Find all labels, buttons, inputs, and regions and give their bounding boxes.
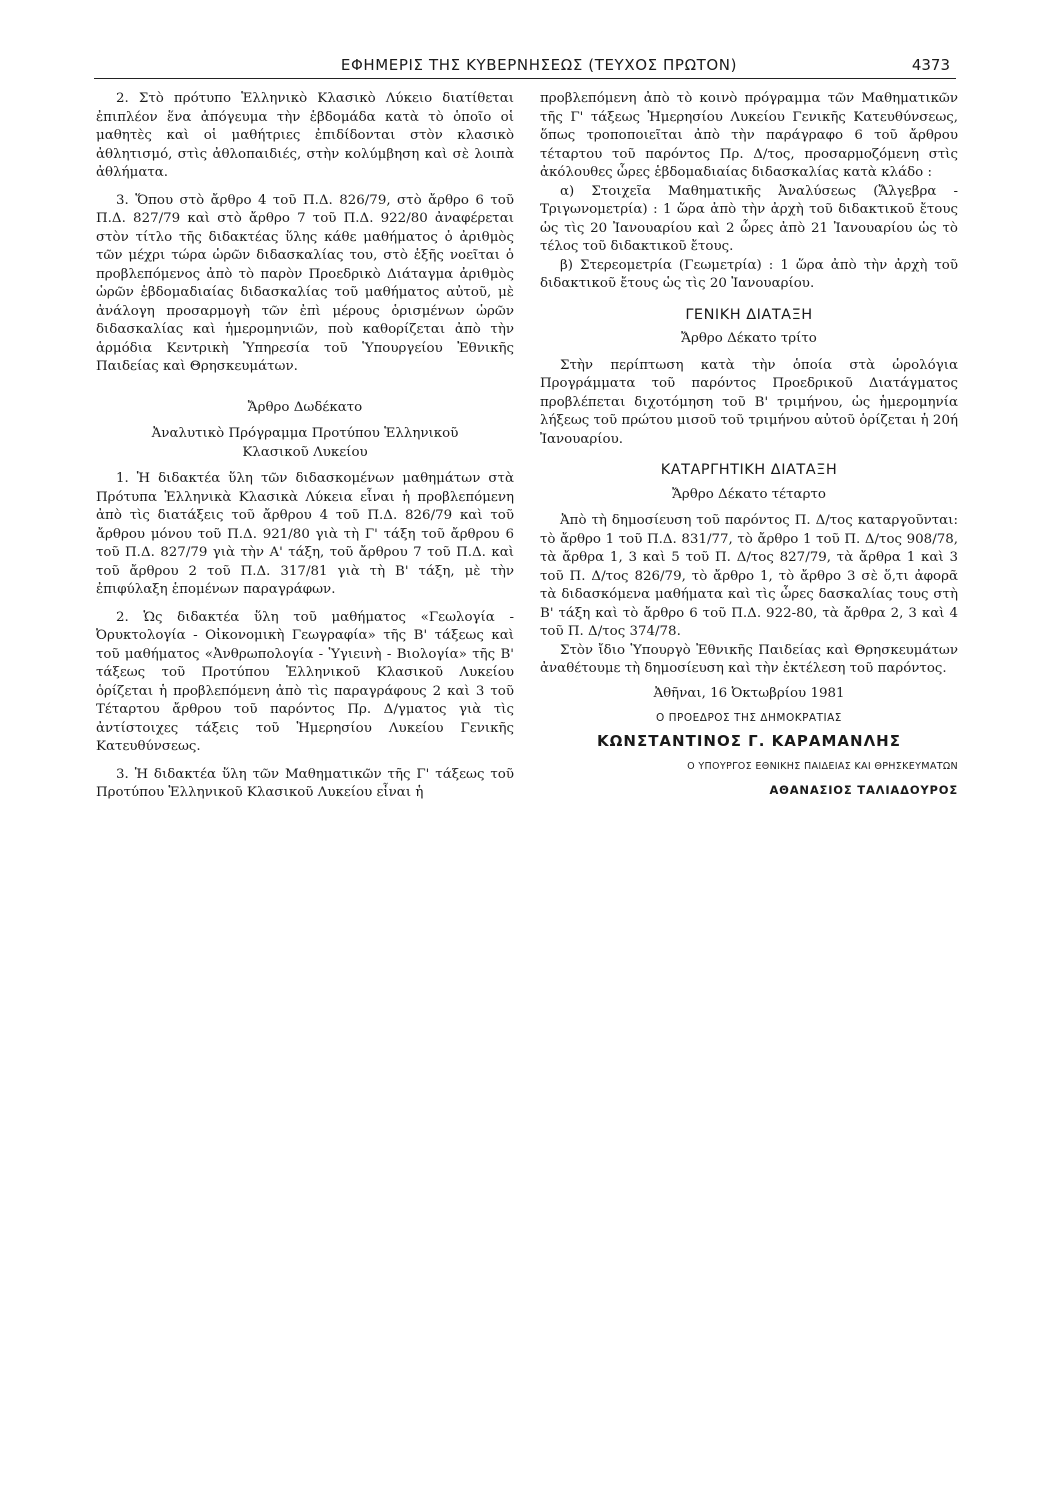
page-header [94,52,956,79]
gazette-title: ΕΦΗΜΕΡΙΣ ΤΗΣ ΚΥΒΕΡΝΗΣΕΩΣ (ΤΕΥΧΟΣ ΠΡΩΤΟΝ) [340,56,738,74]
minister-title: Ο ΥΠΟΥΡΓΟΣ ΕΘΝΙΚΗΣ ΠΑΙΔΕΙΑΣ ΚΑΙ ΘΡΗΣΚΕΥΜΑΤΩΝ [687,761,958,772]
president-name: ΚΩΝΣΤΑΝΤΙΝΟΣ Γ. ΚΑΡΑΜΑΝΛΗΣ [597,731,901,750]
article-12-title-line-2: Κλασικοῦ Λυκείου [242,444,368,460]
continued-paragraph: προβλεπόμενη ἀπὸ τὸ κοινὸ πρόγραμμα τῶν Μαθηματικῶν τῆς Γ' τάξεως Ἡμερησίου Λυκείου Γενικῆς Κατευθύνσεως, ὅπως τροποποιεῖται ἀπὸ τὴν παράγραφο 6 τοῦ ἄρθρου τέταρτου τοῦ παρόντος Πρ. Δ/τος, προσαρμοζόμενη στὶς ἀκόλουθες ὧρες ἑβδομαδιαίας διδασκαλίας κατὰ κλάδο : [540,91,958,180]
president-title: Ο ΠΡΟΕΔΡΟΣ ΤΗΣ ΔΗΜΟΚΡΑΤΙΑΣ [656,712,842,724]
article-12-title-line-1: Ἀναλυτικὸ Πρόγραμμα Προτύπου Ἑλληνικοῦ [151,426,459,441]
general-provision-heading: ΓΕΝΙΚΗ ΔΙΑΤΑΞΗ [685,306,813,323]
paragraph-3: 3. Ὅπου στὸ ἄρθρο 4 τοῦ Π.Δ. 826/79, στὸ ἄρθρο 6 τοῦ Π.Δ. 827/79 καὶ στὸ ἄρθρο 7 τοῦ Π.Δ. 922/80 ἀναφέρεται στὸν τίτλο τῆς διδακτέας ὕλης κάθε μαθήματος ὁ ἀριθμὸς τῶν μέχρι τώρα ὡρῶν διδασκαλίας του, στὸ ἑξῆς νοεῖται ὁ προβλεπόμενος ἀπὸ τὸ παρὸν Προεδρικὸ Διάταγμα ἀριθμὸς ὡρῶν ἑβδομαδιαίας διδασκαλίας τοῦ μαθήματος αὐτοῦ, μὲ ἀνάλογη προσαρμογὴ τῶν ἐπὶ μέρους ὁρισμένων ὡρῶν διδασκαλίας καὶ ἡμερομηνιῶν, ποὺ καθορίζεται ἀπὸ τὴν ἁρμόδια Κεντρικὴ Ὑπηρεσία τοῦ Ὑπουργείου Ἐθνικῆς Παιδείας καὶ Θρησκευμάτων. [96,192,514,374]
right-column [540,90,958,799]
article-12-paragraph-1: 1. Ἡ διδακτέα ὕλη τῶν διδασκομένων μαθημάτων στὰ Πρότυπα Ἑλληνικὰ Κλασικὰ Λύκεια εἶναι ἡ προβλεπόμενη ἀπὸ τὶς διατάξεις τοῦ ἄρθρου 4 τοῦ Π.Δ. 826/79 καὶ τοῦ ἄρθρου μόνου τοῦ Π.Δ. 921/80 γιὰ τὴ Γ' τάξη τοῦ ἄρθρου 6 τοῦ Π.Δ. 827/79 γιὰ τὴν Α' τάξη, τοῦ ἄρθρου 7 τοῦ Π.Δ. καὶ τοῦ ἄρθρου 2 τοῦ Π.Δ. 317/81 γιὰ τὴ Β' τάξη, μὲ τὴν ἐπιφύλαξη ἑπομένων παραγράφων. [96,471,514,597]
article-13-heading: Ἄρθρο Δέκατο τρίτο [681,331,817,346]
article-12-heading: Ἄρθρο Δωδέκατο [247,399,363,415]
repeal-provision-heading: ΚΑΤΑΡΓΗΤΙΚΗ ΔΙΑΤΑΞΗ [660,462,838,478]
page-number: 4373 [911,56,950,74]
article-12-paragraph-2: 2. Ὡς διδακτέα ὕλη τοῦ μαθήματος «Γεωλογία - Ὀρυκτολογία - Οἰκονομικὴ Γεωγραφία» τῆς Β' τάξεως καὶ τοῦ μαθήματος «Ἀνθρωπολογία - Ὑγιεινὴ - Βιολογία» τῆς Β' τάξεως τοῦ Προτύπου Ἑλληνικοῦ Κλασικοῦ Λυκείου ὁρίζεται ἡ προβλεπόμενη ἀπὸ τὶς παραγράφους 2 καὶ 3 τοῦ Τέταρτου ἄρθρου τοῦ παρόντος Πρ. Δ/γματος γιὰ τὶς ἀντίστοιχες τάξεις τοῦ Ἡμερησίου Λυκείου Γενικῆς Κατευθύνσεως. [96,609,514,754]
article-12-paragraph-3: 3. Ἡ διδακτέα ὕλη τῶν Μαθηματικῶν τῆς Γ' τάξεως τοῦ Προτύπου Ἑλληνικοῦ Κλασικοῦ Λυκείου εἶναι ἡ [96,766,514,800]
minister-name: ΑΘΑΝΑΣΙΟΣ ΤΑΛΙΑΔΟΥΡΟΣ [769,782,958,797]
left-column [96,90,514,803]
item-beta: β) Στερεομετρία (Γεωμετρία) : 1 ὥρα ἀπὸ τὴν ἀρχὴ τοῦ διδακτικοῦ ἔτους ὡς τὶς 20 Ἰανουαρίου. [540,257,958,291]
article-13-text: Στὴν περίπτωση κατὰ τὴν ὁποία στὰ ὡρολόγια Προγράμματα τοῦ παρόντος Προεδρικοῦ Διατάγματος προβλέπεται διχοτόμηση τοῦ Β' τριμήνου, ὡς ἡμερομηνία λήξεως τοῦ πρώτου μισοῦ τοῦ τριμήνου αὐτοῦ ὁρίζεται ἡ 20ή Ἰανουαρίου. [540,357,958,447]
article-14-heading: Ἄρθρο Δέκατο τέταρτο [672,486,826,502]
paragraph-2: 2. Στὸ πρότυπο Ἑλληνικὸ Κλασικὸ Λύκειο διατίθεται ἐπιπλέον ἕνα ἀπόγευμα τὴν ἑβδομάδα κατὰ τὸ ὁποῖο οἱ μαθητὲς καὶ οἱ μαθήτριες ἐπιδίδονται στὸν κλασικὸ ἀθλητισμό, στὶς ἀθλοπαιδιές, στὴν κολύμβηση καὶ σὲ λοιπὰ ἀθλήματα. [96,91,514,180]
article-14-execution: Στὸν ἴδιο Ὑπουργὸ Ἐθνικῆς Παιδείας καὶ Θρησκευμάτων ἀναθέτουμε τὴ δημοσίευση καὶ τὴν ἐκτέλεση τοῦ παρόντος. [540,642,958,676]
article-14-text: Ἀπὸ τὴ δημοσίευση τοῦ παρόντος Π. Δ/τος καταργοῦνται: τὸ ἄρθρο 1 τοῦ Π.Δ. 831/77, τὸ ἄρθρο 1 τοῦ Π. Δ/τος 908/78, τὰ ἄρθρα 1, 3 καὶ 5 τοῦ Π. Δ/τος 827/79, τὰ ἄρθρα 1 καὶ 3 τοῦ Π. Δ/τος 826/79, τὸ ἄρθρο 1, τὸ ἄρθρο 3 σὲ ὅ,τι ἀφορᾶ τὰ διδασκόμενα μαθήματα καὶ τὶς ὧρες δασκαλίας τους στὴ Β' τάξη καὶ τὸ ἄρθρο 6 τοῦ Π.Δ. 922-80, τὰ ἄρθρα 2, 3 καὶ 4 τοῦ Π. Δ/τος 374/78. [540,513,958,639]
item-alpha: α) Στοιχεῖα Μαθηματικῆς Ἀναλύσεως (Ἄλγεβρα - Τριγωνομετρία) : 1 ὥρα ἀπὸ τὴν ἀρχὴ τοῦ διδακτικοῦ ἔτους ὡς τὶς 20 Ἰανουαρίου καὶ 2 ὧρες ἀπὸ 21 Ἰανουαρίου ὡς τὸ τέλος τοῦ διδακτικοῦ ἔτους. [540,183,958,254]
signature-date: Ἀθῆναι, 16 Ὀκτωβρίου 1981 [653,685,845,701]
